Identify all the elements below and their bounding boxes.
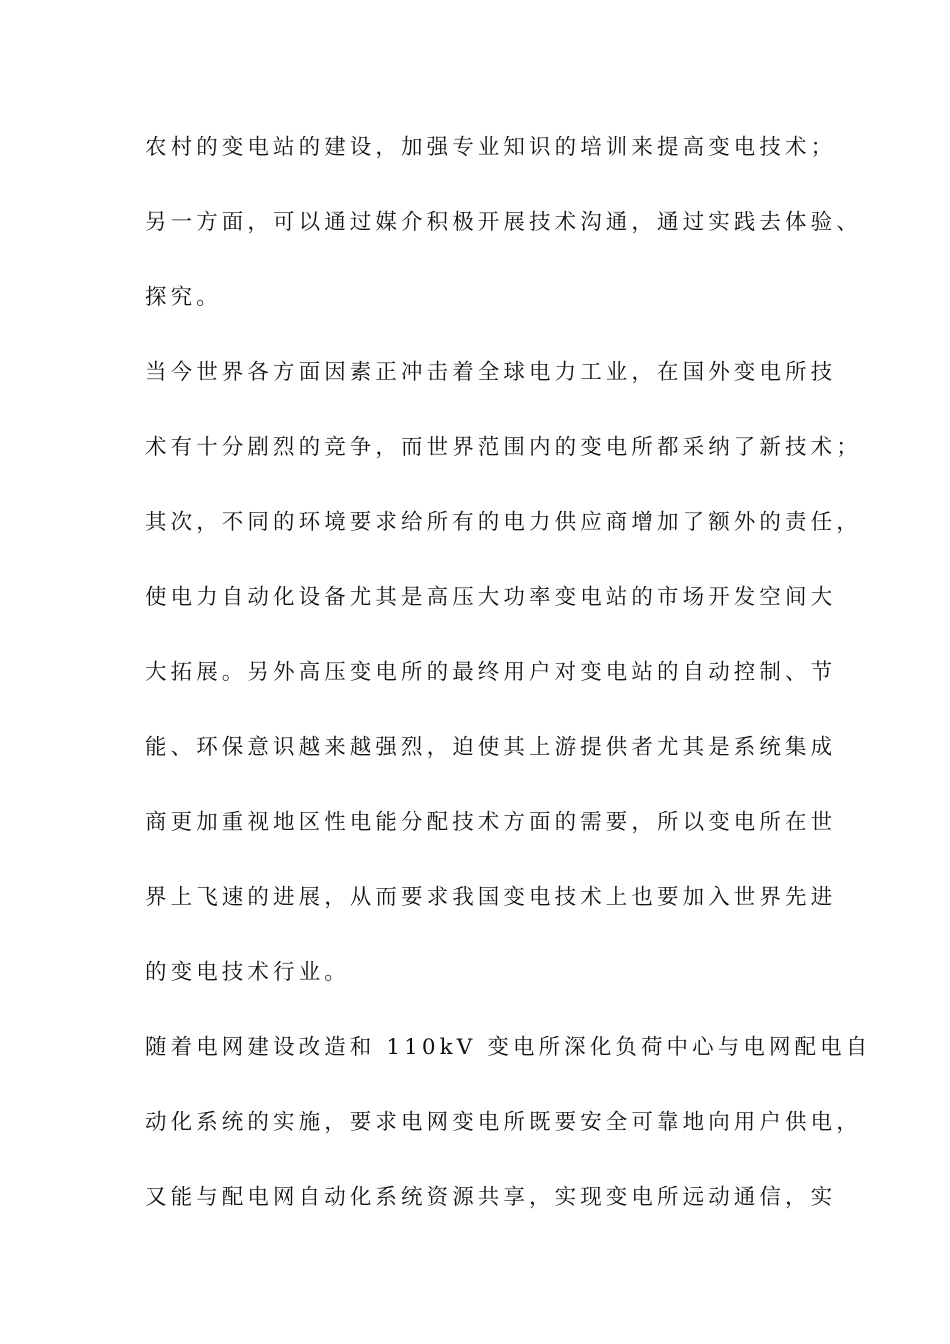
text-line: 另一方面，可以通过媒介积极开展技术沟通，通过实践去体验、 [145,210,862,235]
text-line: 随着电网建设改造和 110kV 变电所深化负荷中心与电网配电自 [145,1035,872,1060]
text-line: 当今世界各方面因素正冲击着全球电力工业，在国外变电所技 [145,360,837,385]
text-line: 术有十分剧烈的竞争，而世界范围内的变电所都采纳了新技术； [145,435,862,460]
text-line: 其次，不同的环境要求给所有的电力供应商增加了额外的责任， [145,510,862,535]
text-line: 使电力自动化设备尤其是高压大功率变电站的市场开发空间大 [145,585,837,610]
text-line: 界上飞速的进展，从而要求我国变电技术上也要加入世界先进 [145,885,837,910]
text-line: 大拓展。另外高压变电所的最终用户对变电站的自动控制、节 [145,660,837,685]
text-line: 商更加重视地区性电能分配技术方面的需要，所以变电所在世 [145,810,837,835]
text-line: 又能与配电网自动化系统资源共享，实现变电所远动通信，实 [145,1185,837,1210]
text-line: 农村的变电站的建设，加强专业知识的培训来提高变电技术； [145,135,837,160]
text-line: 的变电技术行业。 [145,960,350,985]
text-line: 探究。 [145,285,222,310]
text-line: 动化系统的实施，要求电网变电所既要安全可靠地向用户供电， [145,1110,862,1135]
text-line: 能、环保意识越来越强烈，迫使其上游提供者尤其是系统集成 [145,735,837,760]
